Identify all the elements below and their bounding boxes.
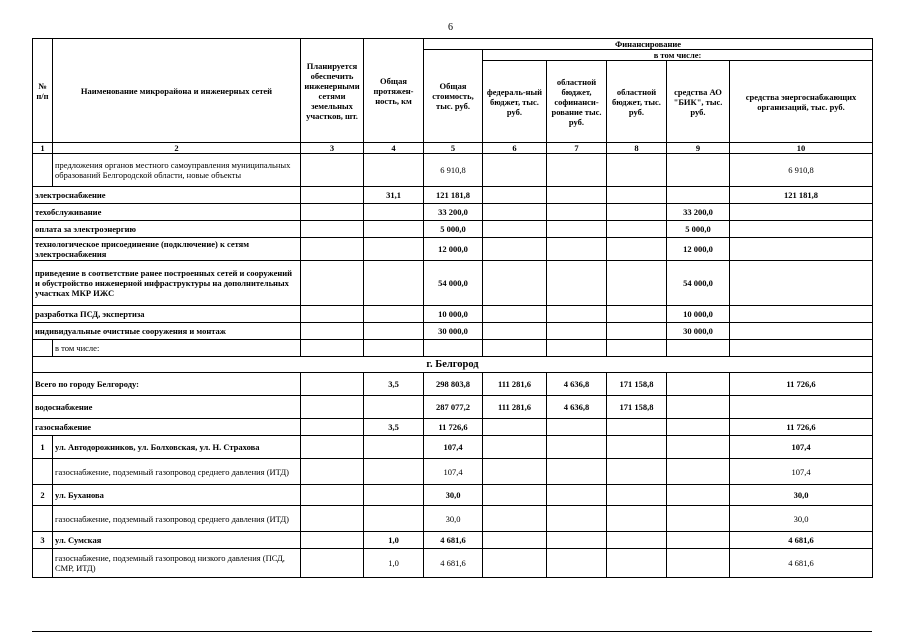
cell-energy (730, 204, 873, 221)
cell-plan (301, 373, 364, 396)
cell-energy (730, 238, 873, 261)
table-row (33, 238, 873, 261)
cell-cost: 12 000,0 (424, 238, 483, 261)
cell-num: 3 (33, 532, 53, 549)
cell-bik (667, 373, 730, 396)
cell-plan (301, 436, 364, 459)
header-including: в том числе: (483, 50, 873, 61)
cell-bik (667, 506, 730, 532)
cell-regional: 171 158,8 (607, 396, 667, 419)
cell-cofin (547, 323, 607, 340)
cell-num: 2 (33, 485, 53, 506)
cell-regional (607, 436, 667, 459)
cell-length (364, 238, 424, 261)
cell-energy: 4 681,6 (730, 532, 873, 549)
cell-num (33, 549, 53, 578)
cell-cost: 5 000,0 (424, 221, 483, 238)
table-row (33, 459, 873, 485)
cell-length: 3,5 (364, 373, 424, 396)
col-number: 4 (364, 143, 424, 154)
cell-bik (667, 436, 730, 459)
cell-num (33, 154, 53, 187)
table-row (33, 323, 873, 340)
cell-energy (730, 306, 873, 323)
table-row (33, 396, 873, 419)
table-row (33, 154, 873, 187)
cell-num (33, 340, 53, 357)
cell-plan (301, 204, 364, 221)
cell-regional (607, 204, 667, 221)
cell-length (364, 340, 424, 357)
cell-name: предложения органов местного самоуправления муниципальных образований Белгородской области, новые объекты (53, 154, 301, 187)
cell-federal (483, 261, 547, 306)
cell-length (364, 306, 424, 323)
col-number: 10 (730, 143, 873, 154)
cell-energy (730, 396, 873, 419)
cell-name: в том числе: (53, 340, 301, 357)
header-name: Наименование микрорайона и инженерных сетей (53, 39, 301, 143)
cell-cofin (547, 436, 607, 459)
cell-cofin (547, 187, 607, 204)
cell-federal (483, 532, 547, 549)
cell-bik: 12 000,0 (667, 238, 730, 261)
cell-plan (301, 306, 364, 323)
table-row (33, 340, 873, 357)
cell-bik (667, 187, 730, 204)
col-number: 8 (607, 143, 667, 154)
header-federal: федераль-ный бюджет, тыс. руб. (483, 61, 547, 143)
cell-length: 1,0 (364, 532, 424, 549)
cell-cofin: 4 636,8 (547, 373, 607, 396)
cell-regional (607, 306, 667, 323)
cell-regional (607, 419, 667, 436)
cell-length (364, 261, 424, 306)
cell-plan (301, 549, 364, 578)
cell-regional (607, 238, 667, 261)
cell-energy: 11 726,6 (730, 373, 873, 396)
cell-federal (483, 549, 547, 578)
cell-plan (301, 221, 364, 238)
header-regional: областной бюджет, тыс. руб. (607, 61, 667, 143)
table-row (33, 532, 873, 549)
cell-energy: 107,4 (730, 436, 873, 459)
cell-plan (301, 459, 364, 485)
cell-cost: 121 181,8 (424, 187, 483, 204)
cell-num (33, 459, 53, 485)
cell-regional (607, 459, 667, 485)
col-number: 9 (667, 143, 730, 154)
cell-plan (301, 187, 364, 204)
cell-federal (483, 238, 547, 261)
cell-energy: 6 910,8 (730, 154, 873, 187)
cell-plan (301, 238, 364, 261)
cell-energy (730, 221, 873, 238)
cell-name: газоснабжение, подземный газопровод среднего давления (ИТД) (53, 459, 301, 485)
cell-length (364, 396, 424, 419)
col-number: 3 (301, 143, 364, 154)
cell-bik (667, 459, 730, 485)
col-number: 2 (53, 143, 301, 154)
cell-num (33, 506, 53, 532)
cell-federal (483, 204, 547, 221)
cell-cofin (547, 459, 607, 485)
cell-bik: 5 000,0 (667, 221, 730, 238)
cell-length (364, 323, 424, 340)
cell-federal (483, 154, 547, 187)
cell-regional (607, 187, 667, 204)
cell-cofin (547, 549, 607, 578)
cell-name: техобслуживание (33, 204, 301, 221)
cell-cofin (547, 204, 607, 221)
cell-cofin (547, 238, 607, 261)
col-number: 6 (483, 143, 547, 154)
cell-cofin (547, 221, 607, 238)
cell-cost: 30,0 (424, 506, 483, 532)
city-heading: г. Белгород (33, 357, 873, 373)
cell-energy (730, 323, 873, 340)
cell-name: ул. Сумская (53, 532, 301, 549)
cell-length (364, 485, 424, 506)
cell-bik (667, 532, 730, 549)
cell-length (364, 459, 424, 485)
col-number: 1 (33, 143, 53, 154)
table-row (33, 485, 873, 506)
cell-cost: 298 803,8 (424, 373, 483, 396)
col-number: 5 (424, 143, 483, 154)
cell-cofin (547, 154, 607, 187)
table-row (33, 436, 873, 459)
cell-plan (301, 485, 364, 506)
cell-cofin (547, 506, 607, 532)
cell-length: 31,1 (364, 187, 424, 204)
cell-cost (424, 340, 483, 357)
cell-name: индивидуальные очистные сооружения и монтаж (33, 323, 301, 340)
cell-cofin (547, 340, 607, 357)
cell-plan (301, 532, 364, 549)
cell-bik (667, 396, 730, 419)
table-row (33, 306, 873, 323)
cell-name: ул. Автодорожников, ул. Болховская, ул. Н. Страхова (53, 436, 301, 459)
header-plan: Планируется обеспечить инженерными сетями земельных участков, шт. (301, 39, 364, 143)
col-number: 7 (547, 143, 607, 154)
cell-plan (301, 340, 364, 357)
cell-length (364, 506, 424, 532)
cell-bik: 54 000,0 (667, 261, 730, 306)
cell-name: электроснабжение (33, 187, 301, 204)
cell-federal (483, 436, 547, 459)
cell-length (364, 154, 424, 187)
table-row (33, 221, 873, 238)
page-bottom-rule (32, 631, 872, 632)
cell-cost: 287 077,2 (424, 396, 483, 419)
cell-cofin (547, 261, 607, 306)
cell-plan (301, 154, 364, 187)
column-numbers-row (33, 143, 873, 154)
table-row (33, 506, 873, 532)
cell-cost: 30,0 (424, 485, 483, 506)
cell-regional (607, 532, 667, 549)
cell-regional (607, 485, 667, 506)
cell-plan (301, 396, 364, 419)
cell-energy: 4 681,6 (730, 549, 873, 578)
header-regional-cofin: областной бюджет, софинанси-рование тыс. руб. (547, 61, 607, 143)
header-num: № п/п (33, 39, 53, 143)
cell-federal (483, 323, 547, 340)
cell-cost: 4 681,6 (424, 532, 483, 549)
cell-bik (667, 154, 730, 187)
table-row (33, 187, 873, 204)
cell-cost: 11 726,6 (424, 419, 483, 436)
cell-name: ул. Буханова (53, 485, 301, 506)
cell-bik (667, 340, 730, 357)
cell-federal (483, 221, 547, 238)
cell-bik: 10 000,0 (667, 306, 730, 323)
cell-length (364, 204, 424, 221)
cell-cost: 6 910,8 (424, 154, 483, 187)
cell-cost: 107,4 (424, 459, 483, 485)
cell-name: технологическое присоединение (подключение) к сетям электроснабжения (33, 238, 301, 261)
cell-energy: 107,4 (730, 459, 873, 485)
cell-federal (483, 485, 547, 506)
cell-regional (607, 549, 667, 578)
financing-table (32, 38, 873, 578)
cell-energy: 11 726,6 (730, 419, 873, 436)
cell-regional (607, 154, 667, 187)
cell-bik: 33 200,0 (667, 204, 730, 221)
cell-name: водоснабжение (33, 396, 301, 419)
cell-name: газоснабжение, подземный газопровод низкого давления (ПСД, СМР, ИТД) (53, 549, 301, 578)
cell-energy: 30,0 (730, 485, 873, 506)
cell-name: газоснабжение, подземный газопровод среднего давления (ИТД) (53, 506, 301, 532)
cell-plan (301, 261, 364, 306)
cell-federal (483, 419, 547, 436)
cell-energy: 121 181,8 (730, 187, 873, 204)
cell-federal (483, 306, 547, 323)
cell-cost: 33 200,0 (424, 204, 483, 221)
table-row (33, 419, 873, 436)
cell-energy (730, 261, 873, 306)
cell-energy: 30,0 (730, 506, 873, 532)
cell-federal (483, 187, 547, 204)
table-row (33, 373, 873, 396)
cell-regional (607, 323, 667, 340)
header-length: Общая протяжен-ность, км (364, 39, 424, 143)
table-row (33, 549, 873, 578)
cell-bik (667, 549, 730, 578)
page-number: 6 (448, 22, 453, 33)
cell-name: Всего по городу Белгороду: (33, 373, 301, 396)
cell-regional: 171 158,8 (607, 373, 667, 396)
cell-cofin (547, 532, 607, 549)
cell-federal: 111 281,6 (483, 396, 547, 419)
cell-length (364, 221, 424, 238)
cell-name: разработка ПСД, экспертиза (33, 306, 301, 323)
cell-federal: 111 281,6 (483, 373, 547, 396)
cell-plan (301, 506, 364, 532)
cell-regional (607, 340, 667, 357)
table-row (33, 261, 873, 306)
cell-length: 1,0 (364, 549, 424, 578)
cell-bik (667, 485, 730, 506)
cell-federal (483, 459, 547, 485)
cell-cost: 107,4 (424, 436, 483, 459)
header-financing: Финансирование (424, 39, 873, 50)
cell-federal (483, 506, 547, 532)
cell-bik: 30 000,0 (667, 323, 730, 340)
cell-energy (730, 340, 873, 357)
cell-num: 1 (33, 436, 53, 459)
cell-length (364, 436, 424, 459)
cell-regional (607, 221, 667, 238)
cell-length: 3,5 (364, 419, 424, 436)
cell-name: оплата за электроэнергию (33, 221, 301, 238)
cell-cofin: 4 636,8 (547, 396, 607, 419)
cell-plan (301, 323, 364, 340)
cell-cost: 30 000,0 (424, 323, 483, 340)
cell-regional (607, 506, 667, 532)
cell-bik (667, 419, 730, 436)
cell-plan (301, 419, 364, 436)
cell-cofin (547, 485, 607, 506)
header-bik: средства АО "БИК", тыс. руб. (667, 61, 730, 143)
cell-cost: 4 681,6 (424, 549, 483, 578)
table-row (33, 204, 873, 221)
cell-cofin (547, 419, 607, 436)
cell-cost: 10 000,0 (424, 306, 483, 323)
cell-cofin (547, 306, 607, 323)
cell-regional (607, 261, 667, 306)
header-energy: средства энергоснабжающих организаций, тыс. руб. (730, 61, 873, 143)
cell-federal (483, 340, 547, 357)
cell-cost: 54 000,0 (424, 261, 483, 306)
cell-name: газоснабжение (33, 419, 301, 436)
cell-name: приведение в соответствие ранее построенных сетей и сооружений и обустройство инженерной инфраструктуры на дополнительных участках МКР ИЖС (33, 261, 301, 306)
header-cost: Общая стоимость, тыс. руб. (424, 50, 483, 143)
